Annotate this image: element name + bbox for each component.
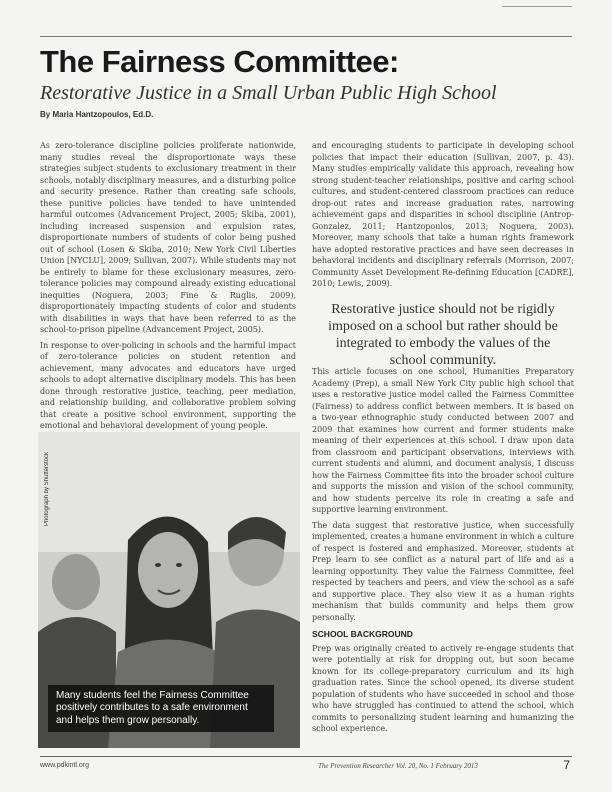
right-column-lower [312, 366, 574, 754]
left-column [40, 140, 296, 430]
right-paragraph-1: and encouraging students to participate in developing school policies that impact their education (Sullivan, 2007, p. 43). Many studies empirically validate this approach, revealing how strong student-teacher relationships, positive and caring school cultures, and student-centered classroom practices can reduce drop-out rates and increase graduation rates, narrowing achievement gaps and disparities in school discipline (Antrop-Gonzalez, 2011; Hantzopoulos, 2013; Noguera, 2003). Moreover, many schools that take a human rights framework have adopted restorative practices and have seen decreases in behavioral incidents and disciplinary referrals (Morrison, 2007; Community Asset Development Re-defining Education [CADRE], 2010; Lewis, 2009). [312, 141, 574, 288]
footer-rule [40, 756, 572, 757]
article-title: The Fairness Committee: [40, 44, 399, 79]
left-paragraph-2: In response to over-policing in schools and the harmful impact of zero-tolerance policies on student retention and achievement, many advocates and educators have urged schools to adopt alternative disciplinary models. This has been done through restorative justice, teaching, peer mediation, and relationship building, and collaborative problem solving that create a positive school environment, supporting the emotional and behavioral development of young people. [40, 340, 296, 430]
footer-publication: The Prevention Researcher Vol. 20, No. 1 February 2013 [318, 762, 478, 770]
right-paragraph-3: The data suggest that restorative justice, when successfully implemented, creates a humane environment in which a culture of respect is fostered and emphasized. Moreover, students at Prep learn to see conflict as a natural part of life and as a learning opportunity. They value the Fairness Committee, feel respected by teachers and peers, and view the school as a safe and supportive place. They also view it as a human rights mechanism that builds community and helps them grow personally. [312, 520, 574, 622]
right-paragraph-4: Prep was originally created to actively re-engage students that were potentially at risk for dropping out, but soon became known for its college-preparatory curriculum and its high graduation rates. Since the school opened, its diverse student population of students who have succeeded in school and those who have struggled has continued to attend the school, which commits to personalizing student learning and humanizing the school experience. [312, 643, 574, 733]
header-rule [40, 36, 572, 37]
pull-quote: Restorative justice should not be rigidly imposed on a school but rather should be integrated to embody the values of the school community. [328, 302, 558, 368]
right-paragraph-2: This article focuses on one school, Humanities Preparatory Academy (Prep), a small New York City public high school that uses a restorative justice model called the Fairness Committee (Fairness) to address conflict between members. It is based on a two-year ethnographic study conducted between 2007 and 2009 that examines how current and former students make meaning of their experiences at this school. I draw upon data from classroom and participant observations, interviews with current students and alumni, and document analysis, I discuss how the Fairness Committee fits into the broader school culture and supports the mission and vision of the school community, and how students perceive its role in creating a safe and supportive learning environment. [312, 367, 574, 514]
header-mark [502, 6, 572, 15]
photo-caption: Many students feel the Fairness Committee positively contributes to a safe environment and helps them grow personally. [48, 685, 274, 733]
right-column [312, 140, 574, 300]
page-number: 7 [563, 758, 570, 772]
students-photo [38, 432, 300, 748]
article-subtitle: Restorative Justice in a Small Urban Public High School [40, 82, 497, 104]
left-paragraph-1: As zero-tolerance discipline policies proliferate nationwide, many studies reveal the disproportionate ways these strategies subject students to exclusionary treatment in their schools, notably disciplinary measures, and a disturbing police and security presence. Rather than creating safe schools, these punitive policies have tended to have unintended harmful outcomes (Advancement Project, 2005; Skiba, 2001), including increased suspension and expulsion rates, disproportionate numbers of students of color being pushed out of school (Losen & Skiba, 2010; New York Civil Liberties Union [NYCLU], 2009; Sullivan, 2007). While students may not be entirely to blame for these exclusionary measures, zero-tolerance policies may compound already existing educational inequities (Noguera, 2003; Fine & Ruglis, 2009), disproportionately impacting students of color and students with disabilities in ways that have been referred to as the school-to-prison pipeline (Advancement Project, 2005). [40, 141, 296, 334]
section-heading-school-background: SCHOOL BACKGROUND [312, 629, 413, 639]
photo-credit: Photograph by Shutterstock [44, 452, 50, 527]
byline: By Maria Hantzopoulos, Ed.D. [40, 110, 154, 119]
footer-website: www.pdkintl.org [40, 762, 90, 769]
